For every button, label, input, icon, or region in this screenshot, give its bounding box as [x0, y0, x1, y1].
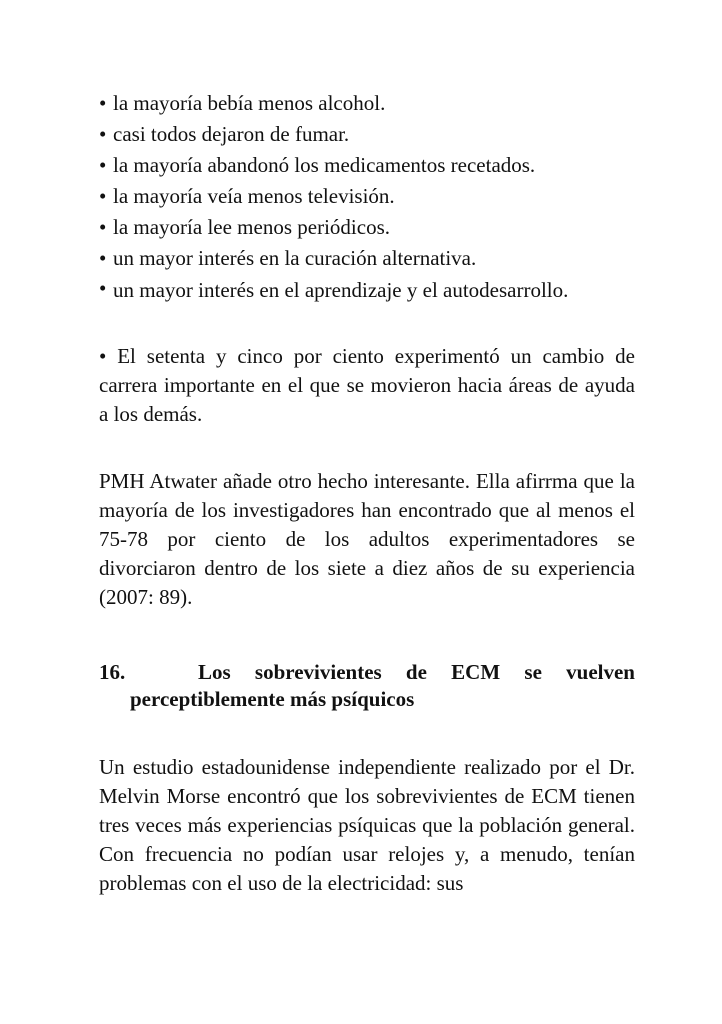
morse-study-paragraph: Un estudio estadounidense independiente realizado por el Dr. Melvin Morse encontró que los sobrevivientes de ECM tienen tres veces más experiencias psíquicas que la población general. Con frecuencia no podían usar relojes y, a menudo, tenían problemas con el uso de la electricidad: sus	[99, 755, 635, 895]
lifestyle-changes-list	[99, 88, 635, 304]
bullet-icon: •	[99, 91, 107, 115]
bullet-icon: •	[99, 153, 107, 177]
document-page	[99, 88, 635, 898]
bullet-icon: •	[99, 246, 107, 270]
bullet-icon: •	[99, 215, 107, 239]
list-item: • la mayoría veía menos televisión.	[99, 181, 635, 212]
list-item: • casi todos dejaron de fumar.	[99, 119, 635, 150]
list-item: • la mayoría bebía menos alcohol.	[99, 88, 635, 119]
section-heading: 16. Los sobrevivientes de ECM se vuelven perceptiblemente más psíquicos	[99, 660, 635, 711]
list-item: • la mayoría lee menos periódicos.	[99, 212, 635, 243]
bullet-icon: •	[99, 184, 107, 208]
list-item: • la mayoría abandonó los medicamentos recetados.	[99, 150, 635, 181]
list-item: • un mayor interés en el aprendizaje y el autodesarrollo.	[99, 276, 569, 302]
list-item: • un mayor interés en la curación alternativa.	[99, 243, 635, 274]
career-change-paragraph: • El setenta y cinco por ciento experimentó un cambio de carrera importante en el que se movieron hacia áreas de ayuda a los demás.	[99, 344, 635, 426]
bullet-icon: •	[99, 122, 107, 146]
bullet-icon: •	[99, 276, 107, 300]
atwater-paragraph: PMH Atwater añade otro hecho interesante. Ella afirrma que la mayoría de los investigadores han encontrado que al menos el 75-78 por ciento de los adultos experimentadores se divorciaron dentro de los siete a diez años de su experiencia (2007: 89).	[99, 469, 635, 609]
